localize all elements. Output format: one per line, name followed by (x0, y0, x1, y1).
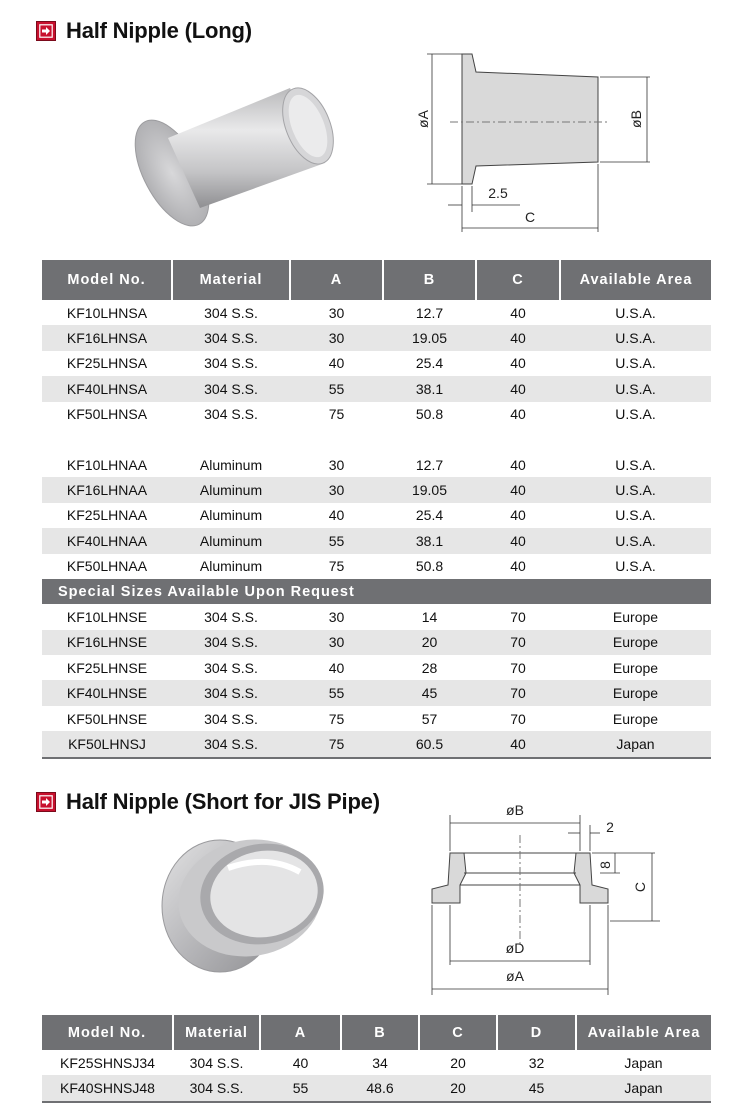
table-cell: KF10LHNAA (66, 456, 148, 473)
table-cell: U.S.A. (560, 477, 711, 502)
table-cell: Japan (624, 1054, 663, 1071)
table-cell: 30 (328, 456, 345, 473)
table-cell: 60.5 (383, 731, 476, 757)
table-cell: Japan (576, 1075, 711, 1101)
table-cell: 40 (476, 376, 560, 401)
table-cell: 304 S.S. (204, 608, 258, 625)
table-row (42, 376, 711, 401)
col-b: B (383, 260, 476, 300)
table-cell: 28 (421, 659, 438, 676)
table-cell: 55 (260, 1075, 341, 1101)
col-area: Available Area (576, 1015, 711, 1050)
table-cell: 48.6 (341, 1075, 419, 1101)
table-cell: Europe (612, 659, 659, 676)
section-title: Half Nipple (Short for JIS Pipe) (66, 789, 380, 814)
table-cell: KF40LHNSA (42, 376, 172, 401)
section-title: Half Nipple (Long) (66, 18, 252, 43)
table-cell: 55 (290, 680, 383, 705)
table-cell: 70 (476, 630, 560, 655)
table-cell: Aluminum (199, 507, 263, 524)
table-cell: 30 (328, 608, 345, 625)
table-cell: KF50LHNSJ (42, 731, 172, 757)
table-header-row (42, 1015, 711, 1050)
dim-label-a: øA (415, 110, 431, 128)
table-cell: KF40SHNSJ48 (42, 1075, 173, 1101)
table-cell: Aluminum (199, 456, 263, 473)
table-row (42, 503, 711, 528)
table-cell: 40 (510, 456, 526, 473)
table-cell: KF25LHNAA (66, 507, 148, 524)
table-cell: Europe (560, 630, 711, 655)
table-cell: 40 (292, 1054, 309, 1071)
col-model: Model No. (42, 260, 172, 300)
table-cell: KF40LHNAA (42, 528, 172, 553)
table-cell: Europe (612, 608, 659, 625)
section-header-short (36, 789, 380, 815)
table-cell: KF25LHNSA (66, 355, 148, 372)
half-nipple-long-drawing (410, 44, 650, 236)
table-cell: KF10LHNSE (66, 608, 148, 625)
table-cell: 304 S.S. (204, 710, 258, 727)
table-spacer (42, 427, 711, 452)
table-row (42, 325, 711, 350)
col-d: D (497, 1015, 576, 1050)
table-cell: 40 (476, 477, 560, 502)
table-cell: 304 S.S. (173, 1075, 260, 1101)
col-b: B (341, 1015, 419, 1050)
dim-label-c: C (632, 881, 648, 893)
table-row (42, 680, 711, 705)
table-cell: 304 S.S. (204, 406, 258, 423)
table-cell: KF16LHNSE (42, 630, 172, 655)
table-cell: Aluminum (172, 528, 290, 553)
spec-table-short (42, 1015, 711, 1103)
table-cell: U.S.A. (615, 304, 656, 321)
table-cell: KF10LHNSA (66, 304, 148, 321)
col-model: Model No. (42, 1015, 173, 1050)
table-cell: 304 S.S. (172, 630, 290, 655)
spec-table-long (42, 260, 711, 759)
table-cell: 40 (328, 659, 345, 676)
table-cell: Europe (560, 680, 711, 705)
table-row (42, 731, 711, 757)
table-cell: 70 (510, 710, 526, 727)
special-sizes-row (42, 579, 711, 604)
table-cell: 304 S.S. (204, 659, 258, 676)
table-cell: 25.4 (415, 355, 444, 372)
half-nipple-long-photo (130, 68, 340, 238)
arrow-box-icon (36, 792, 56, 812)
table-cell: KF16LHNSA (42, 325, 172, 350)
table-cell: 55 (290, 528, 383, 553)
table-cell: U.S.A. (615, 507, 656, 524)
table-cell: KF50LHNSE (66, 710, 148, 727)
col-c: C (419, 1015, 497, 1050)
table-cell: Aluminum (172, 477, 290, 502)
table-cell: 34 (372, 1054, 388, 1071)
table-cell: U.S.A. (615, 558, 656, 575)
table-cell: 38.1 (383, 376, 476, 401)
table-cell: 19.05 (383, 477, 476, 502)
table-cell: 57 (421, 710, 438, 727)
table-cell: 75 (328, 558, 345, 575)
dim-label-thickness: 2.5 (488, 185, 508, 201)
table-row (42, 528, 711, 553)
table-row (42, 630, 711, 655)
table-cell: 40 (328, 355, 345, 372)
table-cell: KF50LHNAA (66, 558, 148, 575)
table-cell: 30 (290, 630, 383, 655)
dim-label-a: øA (506, 968, 524, 984)
table-row (42, 351, 711, 376)
table-cell: 20 (450, 1054, 466, 1071)
dim-label-b: øB (506, 802, 524, 818)
table-cell: 304 S.S. (204, 304, 258, 321)
table-cell: 40 (510, 355, 526, 372)
table-cell: 30 (290, 325, 383, 350)
table-cell: 50.8 (415, 558, 444, 575)
table-cell: 45 (383, 680, 476, 705)
table-cell: U.S.A. (615, 355, 656, 372)
table-cell: 20 (419, 1075, 497, 1101)
table-cell: U.S.A. (615, 406, 656, 423)
col-material: Material (172, 260, 290, 300)
table-cell: 40 (510, 558, 526, 575)
table-cell: 50.8 (415, 406, 444, 423)
half-nipple-short-drawing (420, 795, 665, 995)
table-row (42, 402, 711, 427)
arrow-box-icon (36, 21, 56, 41)
table-cell: KF40LHNSE (42, 680, 172, 705)
table-cell: 40 (476, 731, 560, 757)
table-cell: 304 S.S. (172, 325, 290, 350)
col-area: Available Area (560, 260, 711, 300)
table-cell: Aluminum (199, 558, 263, 575)
table-cell: 40 (510, 507, 526, 524)
table-cell: U.S.A. (560, 376, 711, 401)
table-cell: 70 (510, 659, 526, 676)
table-cell: 75 (328, 710, 345, 727)
table-row (42, 1075, 711, 1101)
table-cell: 32 (528, 1054, 545, 1071)
table-row (42, 452, 711, 477)
table-cell: 55 (290, 376, 383, 401)
table-cell: 20 (383, 630, 476, 655)
table-cell: 12.7 (415, 456, 444, 473)
table-cell: KF25SHNSJ34 (60, 1054, 155, 1071)
table-cell: Japan (560, 731, 711, 757)
table-cell: 75 (290, 731, 383, 757)
table-cell: KF50LHNSA (66, 406, 148, 423)
table-cell: 25.4 (415, 507, 444, 524)
dim-label-b: øB (628, 110, 644, 128)
table-cell: U.S.A. (560, 528, 711, 553)
table-cell: 40 (476, 528, 560, 553)
dim-label-8: 8 (597, 861, 613, 869)
table-cell: 40 (328, 507, 345, 524)
special-sizes-label: Special Sizes Available Upon Request (42, 579, 711, 604)
dim-label-c: C (524, 209, 536, 225)
col-c: C (476, 260, 560, 300)
table-cell: U.S.A. (560, 325, 711, 350)
table-cell: 304 S.S. (204, 355, 258, 372)
section-header-long (36, 18, 252, 44)
table-cell: 40 (510, 304, 526, 321)
table-cell: KF16LHNAA (42, 477, 172, 502)
table-row (42, 604, 711, 629)
table-cell: 75 (328, 406, 345, 423)
table-cell: 19.05 (383, 325, 476, 350)
table-row (42, 300, 711, 325)
table-cell: 30 (290, 477, 383, 502)
table-row (42, 477, 711, 502)
table-cell: KF25LHNSE (66, 659, 148, 676)
dim-label-d: øD (505, 940, 525, 956)
col-a: A (290, 260, 383, 300)
table-cell: 12.7 (415, 304, 444, 321)
table-cell: 70 (476, 680, 560, 705)
half-nipple-short-photo (150, 828, 335, 978)
table-cell: Europe (612, 710, 659, 727)
table-row (42, 554, 711, 579)
table-row (42, 1050, 711, 1075)
table-cell: 45 (497, 1075, 576, 1101)
table-cell: U.S.A. (615, 456, 656, 473)
table-cell: 70 (510, 608, 526, 625)
table-row (42, 706, 711, 731)
table-cell: 304 S.S. (172, 680, 290, 705)
table-cell: 304 S.S. (172, 731, 290, 757)
table-header-row (42, 260, 711, 300)
table-cell: 30 (328, 304, 345, 321)
table-row (42, 655, 711, 680)
dim-label-thickness: 2 (606, 819, 614, 835)
col-material: Material (173, 1015, 260, 1050)
table-cell: 40 (510, 406, 526, 423)
table-cell: 14 (421, 608, 438, 625)
table-cell: 40 (476, 325, 560, 350)
col-a: A (260, 1015, 341, 1050)
table-cell: 304 S.S. (172, 376, 290, 401)
table-cell: 38.1 (383, 528, 476, 553)
table-cell: 304 S.S. (189, 1054, 244, 1071)
